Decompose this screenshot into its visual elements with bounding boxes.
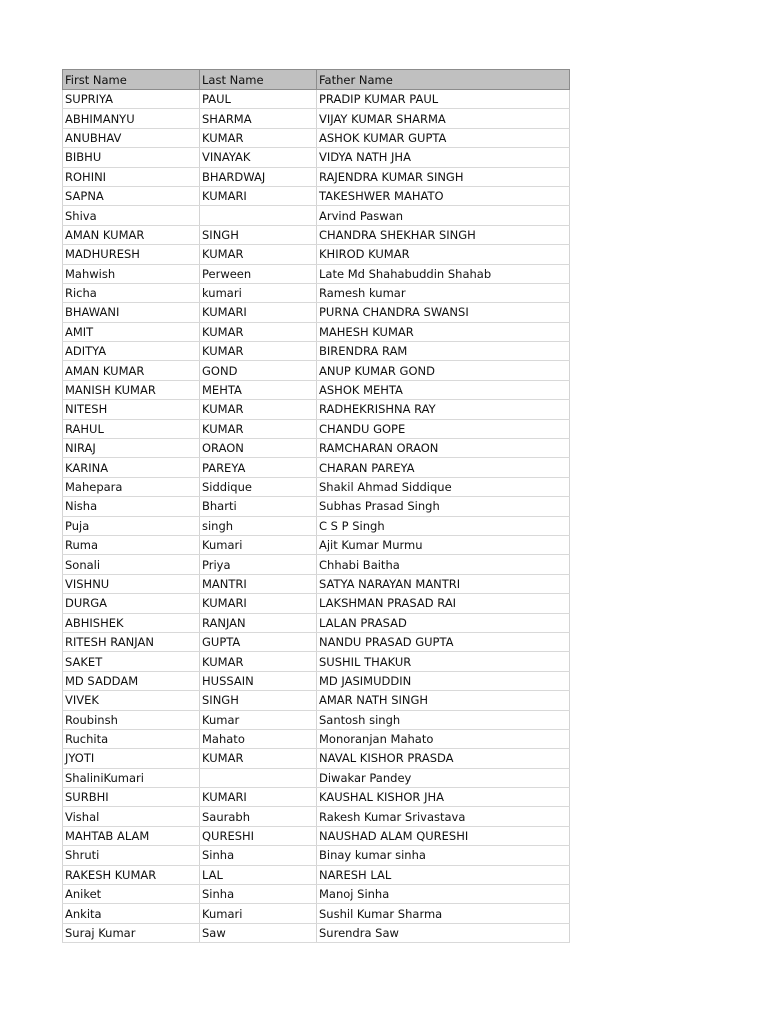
table-row — [63, 710, 570, 729]
father-name-cell: C S P Singh — [317, 516, 570, 535]
father-name-cell: PURNA CHANDRA SWANSI — [317, 303, 570, 322]
father-name-cell: Ramesh kumar — [317, 283, 570, 302]
table-row — [63, 264, 570, 283]
last-name-cell: GUPTA — [200, 632, 317, 651]
first-name-cell: SURBHI — [63, 788, 200, 807]
last-name-cell: KUMAR — [200, 322, 317, 341]
first-name-cell: AMAN KUMAR — [63, 361, 200, 380]
table-row — [63, 186, 570, 205]
first-name-cell: NIRAJ — [63, 439, 200, 458]
first-name-cell: JYOTI — [63, 749, 200, 768]
table-row — [63, 885, 570, 904]
father-name-cell: CHANDU GOPE — [317, 419, 570, 438]
father-name-cell: Sushil Kumar Sharma — [317, 904, 570, 923]
table-row — [63, 516, 570, 535]
father-name-cell: ANUP KUMAR GOND — [317, 361, 570, 380]
last-name-cell: Saw — [200, 923, 317, 942]
table-row — [63, 768, 570, 787]
last-name-cell: KUMARI — [200, 788, 317, 807]
table-row — [63, 206, 570, 225]
table-row — [63, 594, 570, 613]
table-row — [63, 167, 570, 186]
table-row — [63, 826, 570, 845]
table-row — [63, 400, 570, 419]
first-name-cell: DURGA — [63, 594, 200, 613]
table-row — [63, 283, 570, 302]
father-name-cell: BIRENDRA RAM — [317, 342, 570, 361]
last-name-cell: Sinha — [200, 885, 317, 904]
father-name-cell: TAKESHWER MAHATO — [317, 186, 570, 205]
father-name-cell: RAMCHARAN ORAON — [317, 439, 570, 458]
first-name-cell: SUPRIYA — [63, 90, 200, 109]
first-name-cell: ShaliniKumari — [63, 768, 200, 787]
father-name-cell: Arvind Paswan — [317, 206, 570, 225]
first-name-cell: Aniket — [63, 885, 200, 904]
last-name-cell: ORAON — [200, 439, 317, 458]
father-name-cell: MD JASIMUDDIN — [317, 671, 570, 690]
first-name-cell: ANUBHAV — [63, 128, 200, 147]
table-row — [63, 652, 570, 671]
first-name-cell: BHAWANI — [63, 303, 200, 322]
last-name-cell: Priya — [200, 555, 317, 574]
first-name-cell: Richa — [63, 283, 200, 302]
last-name-cell: singh — [200, 516, 317, 535]
last-name-cell: KUMARI — [200, 186, 317, 205]
first-name-cell: Ankita — [63, 904, 200, 923]
last-name-cell: RANJAN — [200, 613, 317, 632]
father-name-cell: LALAN PRASAD — [317, 613, 570, 632]
first-name-cell: Suraj Kumar — [63, 923, 200, 942]
father-name-cell: RADHEKRISHNA RAY — [317, 400, 570, 419]
table-row — [63, 477, 570, 496]
last-name-cell: KUMARI — [200, 303, 317, 322]
first-name-cell: AMIT — [63, 322, 200, 341]
table-row — [63, 342, 570, 361]
first-name-cell: ABHISHEK — [63, 613, 200, 632]
header-first-name: First Name — [63, 70, 200, 90]
last-name-cell: MEHTA — [200, 380, 317, 399]
first-name-cell: NITESH — [63, 400, 200, 419]
first-name-cell: RAHUL — [63, 419, 200, 438]
father-name-cell: ASHOK KUMAR GUPTA — [317, 128, 570, 147]
first-name-cell: Sonali — [63, 555, 200, 574]
last-name-cell: Siddique — [200, 477, 317, 496]
table-row — [63, 904, 570, 923]
table-row — [63, 613, 570, 632]
first-name-cell: SAPNA — [63, 186, 200, 205]
first-name-cell: MADHURESH — [63, 245, 200, 264]
father-name-cell: Binay kumar sinha — [317, 846, 570, 865]
last-name-cell: LAL — [200, 865, 317, 884]
first-name-cell: Mahwish — [63, 264, 200, 283]
last-name-cell: SINGH — [200, 225, 317, 244]
first-name-cell: VISHNU — [63, 574, 200, 593]
father-name-cell: Diwakar Pandey — [317, 768, 570, 787]
father-name-cell: Shakil Ahmad Siddique — [317, 477, 570, 496]
last-name-cell: Sinha — [200, 846, 317, 865]
last-name-cell: PAUL — [200, 90, 317, 109]
last-name-cell: KUMAR — [200, 128, 317, 147]
father-name-cell: CHANDRA SHEKHAR SINGH — [317, 225, 570, 244]
father-name-cell: Monoranjan Mahato — [317, 729, 570, 748]
table-row — [63, 419, 570, 438]
father-name-cell: Late Md Shahabuddin Shahab — [317, 264, 570, 283]
last-name-cell: KUMAR — [200, 652, 317, 671]
table-row — [63, 322, 570, 341]
father-name-cell: Rakesh Kumar Srivastava — [317, 807, 570, 826]
father-name-cell: LAKSHMAN PRASAD RAI — [317, 594, 570, 613]
father-name-cell: MAHESH KUMAR — [317, 322, 570, 341]
father-name-cell: SATYA NARAYAN MANTRI — [317, 574, 570, 593]
table-row — [63, 535, 570, 554]
last-name-cell: Kumar — [200, 710, 317, 729]
table-row — [63, 361, 570, 380]
table-row — [63, 865, 570, 884]
table-row — [63, 788, 570, 807]
first-name-cell: ADITYA — [63, 342, 200, 361]
table-row — [63, 90, 570, 109]
table-row — [63, 846, 570, 865]
table-row — [63, 632, 570, 651]
father-name-cell: KAUSHAL KISHOR JHA — [317, 788, 570, 807]
father-name-cell: NAUSHAD ALAM QURESHI — [317, 826, 570, 845]
table-row — [63, 807, 570, 826]
father-name-cell: Subhas Prasad Singh — [317, 497, 570, 516]
father-name-cell: RAJENDRA KUMAR SINGH — [317, 167, 570, 186]
first-name-cell: Shruti — [63, 846, 200, 865]
first-name-cell: Ruchita — [63, 729, 200, 748]
first-name-cell: SAKET — [63, 652, 200, 671]
first-name-cell: MD SADDAM — [63, 671, 200, 690]
first-name-cell: RITESH RANJAN — [63, 632, 200, 651]
last-name-cell: KUMAR — [200, 419, 317, 438]
father-name-cell: NANDU PRASAD GUPTA — [317, 632, 570, 651]
table-row — [63, 574, 570, 593]
last-name-cell: KUMAR — [200, 245, 317, 264]
last-name-cell: VINAYAK — [200, 148, 317, 167]
last-name-cell: PAREYA — [200, 458, 317, 477]
last-name-cell: Perween — [200, 264, 317, 283]
last-name-cell: MANTRI — [200, 574, 317, 593]
last-name-cell: KUMAR — [200, 749, 317, 768]
last-name-cell: BHARDWAJ — [200, 167, 317, 186]
first-name-cell: Shiva — [63, 206, 200, 225]
last-name-cell: QURESHI — [200, 826, 317, 845]
last-name-cell: kumari — [200, 283, 317, 302]
last-name-cell: SHARMA — [200, 109, 317, 128]
table-row — [63, 303, 570, 322]
table-row — [63, 225, 570, 244]
father-name-cell: VIDYA NATH JHA — [317, 148, 570, 167]
table-header — [63, 70, 570, 90]
table-body — [63, 90, 570, 943]
last-name-cell: GOND — [200, 361, 317, 380]
table-row — [63, 691, 570, 710]
father-name-cell: CHARAN PAREYA — [317, 458, 570, 477]
name-table — [62, 69, 570, 943]
table-row — [63, 729, 570, 748]
first-name-cell: MAHTAB ALAM — [63, 826, 200, 845]
father-name-cell: Ajit Kumar Murmu — [317, 535, 570, 554]
first-name-cell: Ruma — [63, 535, 200, 554]
first-name-cell: KARINA — [63, 458, 200, 477]
table-row — [63, 148, 570, 167]
table-row — [63, 109, 570, 128]
last-name-cell: Saurabh — [200, 807, 317, 826]
last-name-cell: KUMAR — [200, 342, 317, 361]
first-name-cell: AMAN KUMAR — [63, 225, 200, 244]
first-name-cell: ROHINI — [63, 167, 200, 186]
last-name-cell: Kumari — [200, 535, 317, 554]
header-last-name: Last Name — [200, 70, 317, 90]
table-row — [63, 555, 570, 574]
first-name-cell: ABHIMANYU — [63, 109, 200, 128]
father-name-cell: NAVAL KISHOR PRASDA — [317, 749, 570, 768]
father-name-cell: Manoj Sinha — [317, 885, 570, 904]
father-name-cell: VIJAY KUMAR SHARMA — [317, 109, 570, 128]
father-name-cell: Surendra Saw — [317, 923, 570, 942]
header-row — [63, 70, 570, 90]
table-row — [63, 671, 570, 690]
table-row — [63, 380, 570, 399]
father-name-cell: KHIROD KUMAR — [317, 245, 570, 264]
first-name-cell: RAKESH KUMAR — [63, 865, 200, 884]
last-name-cell: SINGH — [200, 691, 317, 710]
last-name-cell: KUMARI — [200, 594, 317, 613]
first-name-cell: Roubinsh — [63, 710, 200, 729]
father-name-cell: ASHOK MEHTA — [317, 380, 570, 399]
last-name-cell: Bharti — [200, 497, 317, 516]
last-name-cell: KUMAR — [200, 400, 317, 419]
father-name-cell: SUSHIL THAKUR — [317, 652, 570, 671]
first-name-cell: Vishal — [63, 807, 200, 826]
last-name-cell: Kumari — [200, 904, 317, 923]
first-name-cell: Puja — [63, 516, 200, 535]
first-name-cell: VIVEK — [63, 691, 200, 710]
table-row — [63, 923, 570, 942]
table-row — [63, 458, 570, 477]
table-row — [63, 128, 570, 147]
last-name-cell: Mahato — [200, 729, 317, 748]
last-name-cell: HUSSAIN — [200, 671, 317, 690]
header-father-name: Father Name — [317, 70, 570, 90]
first-name-cell: MANISH KUMAR — [63, 380, 200, 399]
table-row — [63, 497, 570, 516]
table-row — [63, 439, 570, 458]
father-name-cell: Santosh singh — [317, 710, 570, 729]
first-name-cell: Mahepara — [63, 477, 200, 496]
table-row — [63, 749, 570, 768]
first-name-cell: BIBHU — [63, 148, 200, 167]
last-name-cell — [200, 768, 317, 787]
father-name-cell: PRADIP KUMAR PAUL — [317, 90, 570, 109]
first-name-cell: Nisha — [63, 497, 200, 516]
father-name-cell: AMAR NATH SINGH — [317, 691, 570, 710]
father-name-cell: NARESH LAL — [317, 865, 570, 884]
father-name-cell: Chhabi Baitha — [317, 555, 570, 574]
table-row — [63, 245, 570, 264]
last-name-cell — [200, 206, 317, 225]
